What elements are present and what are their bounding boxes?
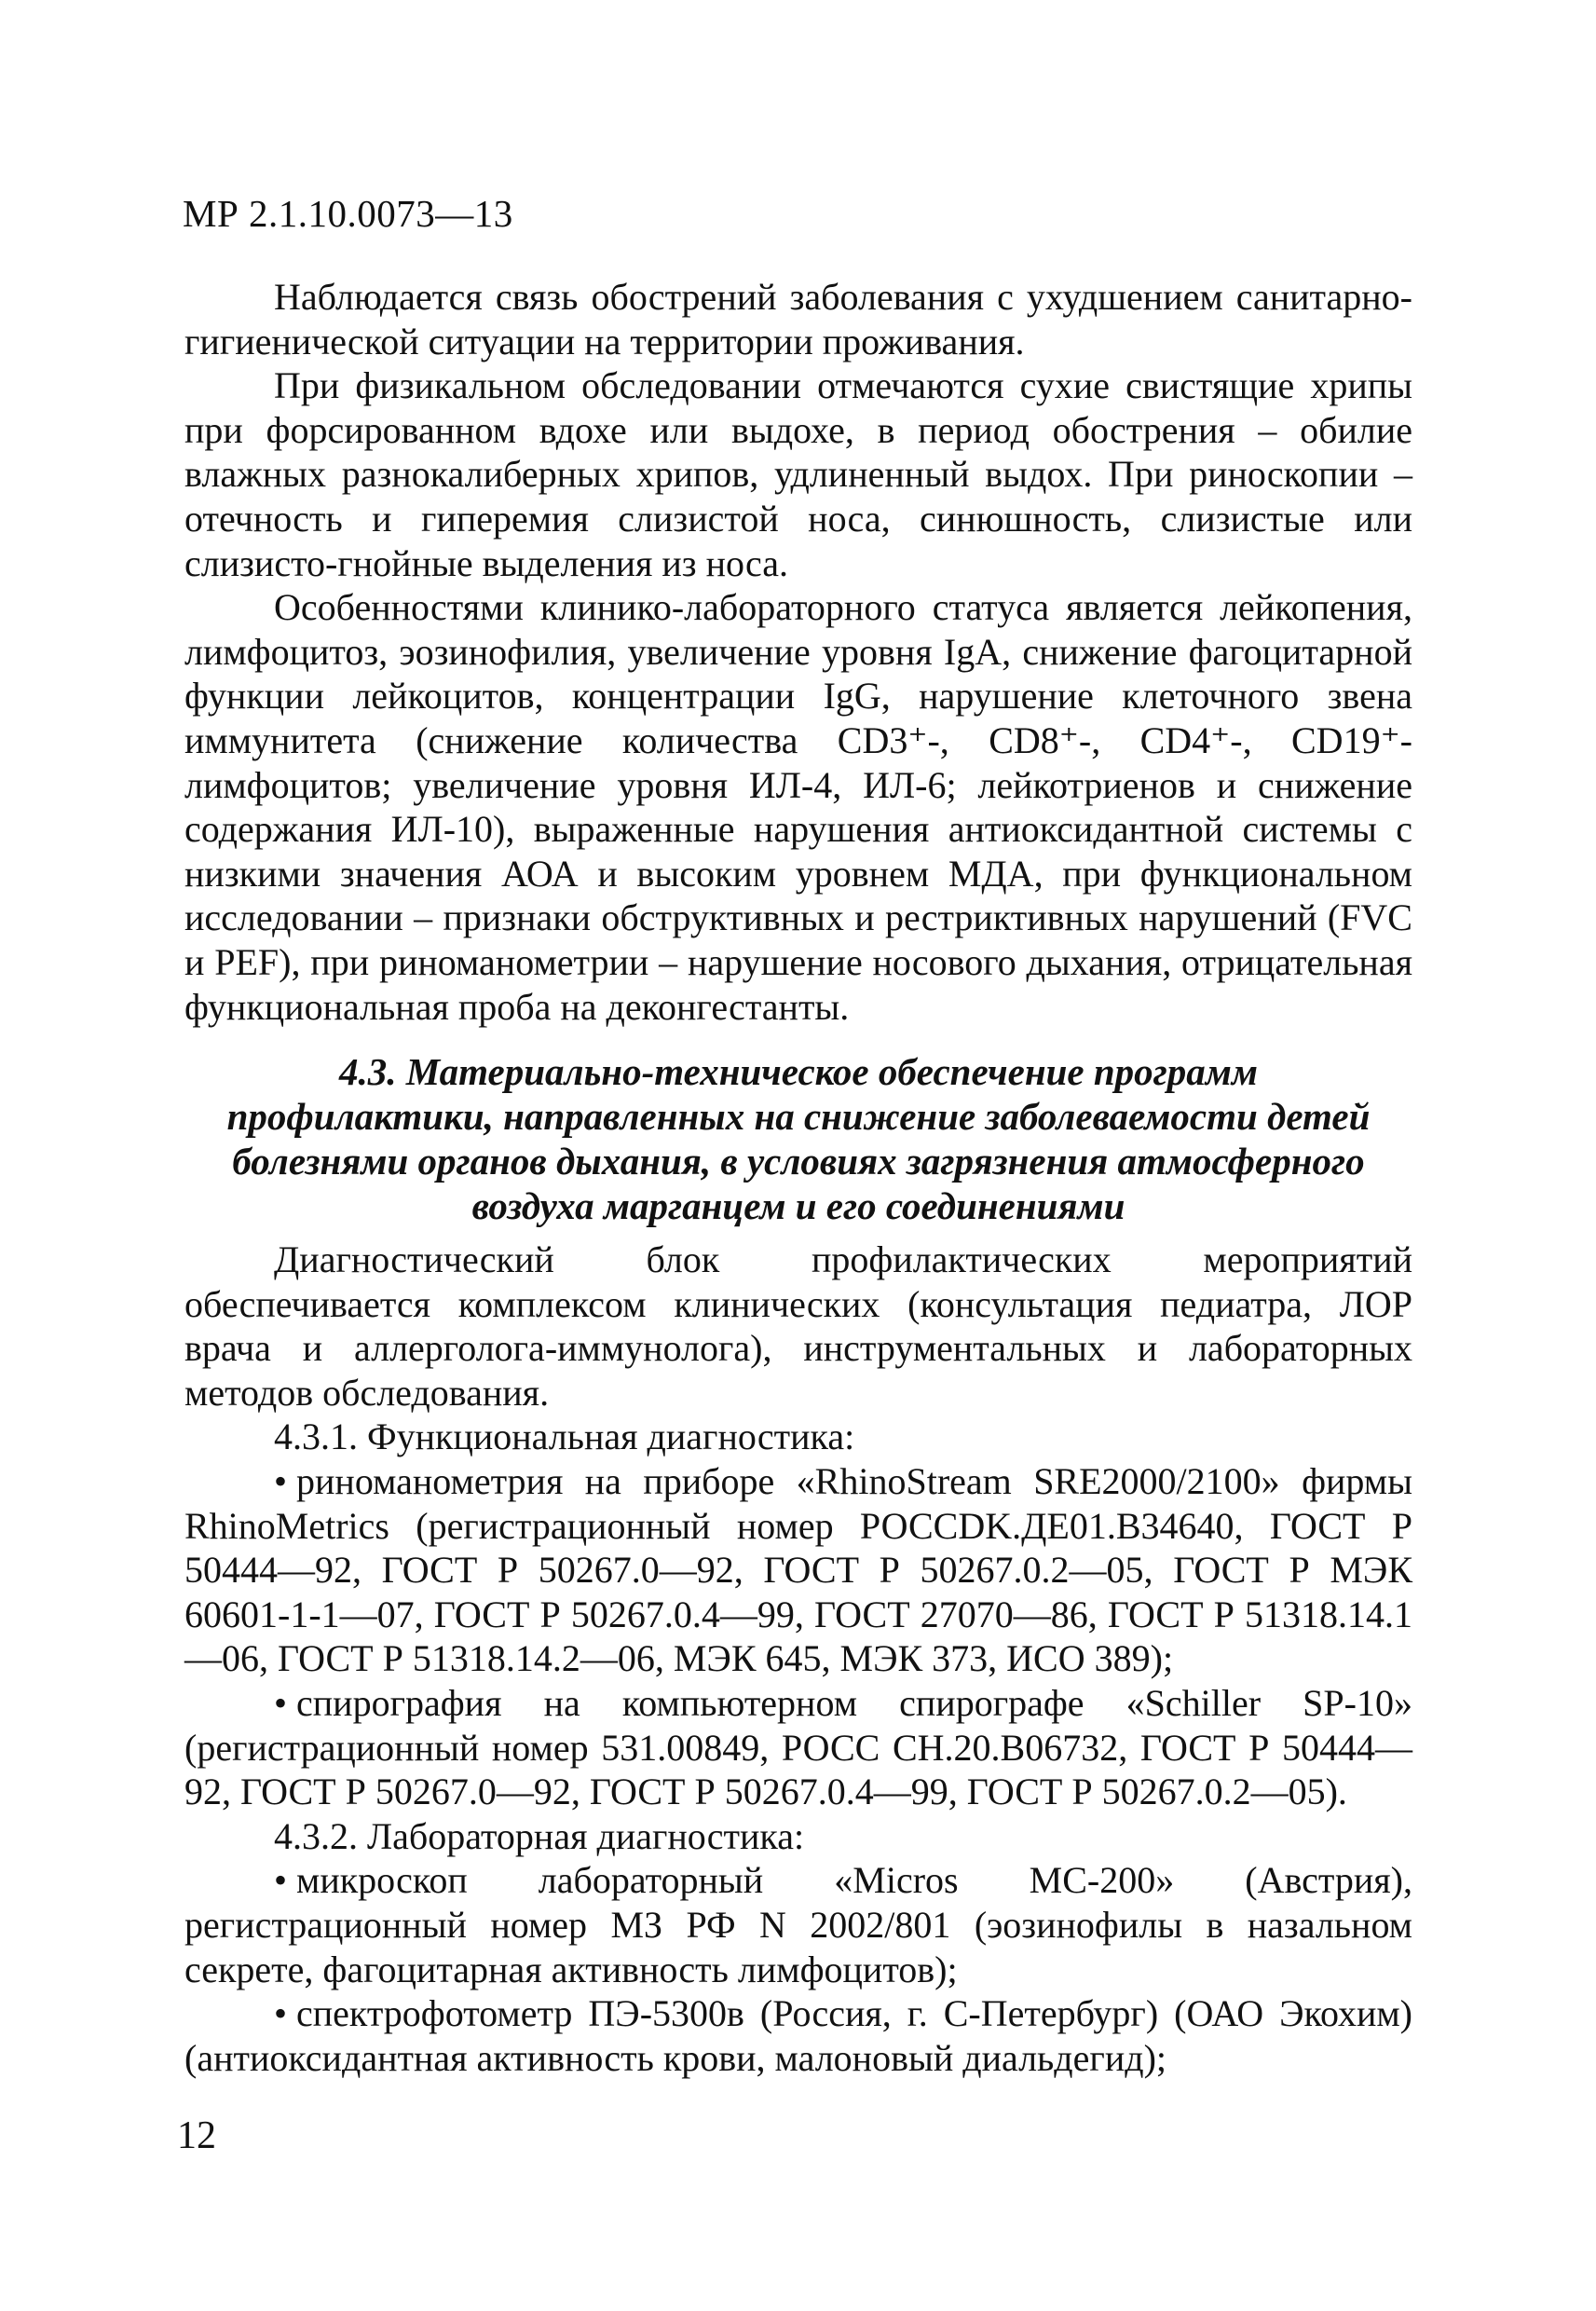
bullet-icon: • [274,1460,288,1503]
list-item [184,1858,1412,1991]
functional-diagnostics-title: 4.3.1. Функциональная диагностика: [274,1415,855,1458]
document-code: МР 2.1.10.0073—13 [183,192,513,235]
body-paragraph: Особенностями клинико-лабораторного статуса является лейкопения, лимфоцитоз, эозинофилия, увеличение уровня IgA, снижение фагоцитарной функции лейкоцитов, концентрации IgG, нарушение клеточного звена иммунитета (снижение количества CD3⁺-, CD8⁺-, CD4⁺-, CD19⁺-лимфоцитов; увеличение уровня ИЛ-4, ИЛ-6; лейкотриенов и снижение содержания ИЛ-10), выраженные нарушения антиоксидантной системы с низкими значения АОА и высоким уровнем МДА, при функциональном исследовании – признаки обструктивных и рестриктивных нарушений (FVC и PEF), при риноманометрии – нарушение носового дыхания, отрицательная функциональная проба на деконгестанты. [184,586,1412,1028]
list-item [184,1991,1412,2080]
lab-diagnostics-title: 4.3.2. Лабораторная диагностика: [274,1814,805,1857]
page-number: 12 [177,2114,216,2157]
list-item-text: риноманометрия на приборе «RhinoStream SRE2000/2100» фирмы RhinoMetrics (регистрационный номер РОССDK.ДЕ01.В34640, ГОСТ Р 50444—92, ГОСТ Р 50267.0—92, ГОСТ Р 50267.0.2—05, ГОСТ Р МЭК 60601-1-1—07, ГОСТ Р 50267.0.4—99, ГОСТ 27070—86, ГОСТ Р 51318.14.1—06, ГОСТ Р 51318.14.2—06, МЭК 645, МЭК 373, ИСО 389); [184,1460,1412,1680]
body-paragraph: При физикальном обследовании отмечаются сухие свистящие хрипы при форсированном вдохе или выдохе, в период обострения – обилие влажных разнокалиберных хрипов, удлиненный выдох. При риноскопии – отечность и гиперемия слизистой носа, синюшность, слизистые или слизисто-гнойные выделения из носа. [184,364,1412,584]
bullet-icon: • [274,1859,288,1902]
body-paragraph: Наблюдается связь обострений заболевания с ухудшением санитарно-гигиенической ситуации на территории проживания. [184,276,1412,362]
document-body [184,275,1412,2080]
list-item-text: спирография на компьютерном спирографе «Schiller SP-10» (регистрационный номер 531.00849, РОСС CH.20.В06732, ГОСТ Р 50444—92, ГОСТ Р 50267.0—92, ГОСТ Р 50267.0.4—99, ГОСТ Р 50267.0.2—05). [184,1682,1412,1813]
list-item [184,1459,1412,1681]
list-item-text: спектрофотометр ПЭ-5300в (Россия, г. С-Петербург) (ОАО Экохим) (антиоксидантная активность крови, малоновый диальдегид); [184,1992,1412,2079]
bullet-icon: • [274,1682,288,1725]
list-item [184,1681,1412,1814]
section-heading: 4.3. Материально-техническое обеспечение программ профилактики, направленных на снижение заболеваемости детей болезнями органов дыхания, в условиях загрязнения атмосферного воздуха марганцем и его соединениями [226,1050,1371,1228]
bullet-icon: • [274,1992,288,2035]
section-intro-paragraph: Диагностический блок профилактических мероприятий обеспечивается комплексом клинических (консультация педиатра, ЛОР врача и аллерголога-иммунолога), инструментальных и лабораторных методов обследования. [184,1238,1412,1414]
list-item-text: микроскоп лабораторный «Micros МС-200» (Австрия), регистрационный номер МЗ РФ N 2002/801 (эозинофилы в назальном секрете, фагоцитарная активность лимфоцитов); [184,1859,1412,1990]
